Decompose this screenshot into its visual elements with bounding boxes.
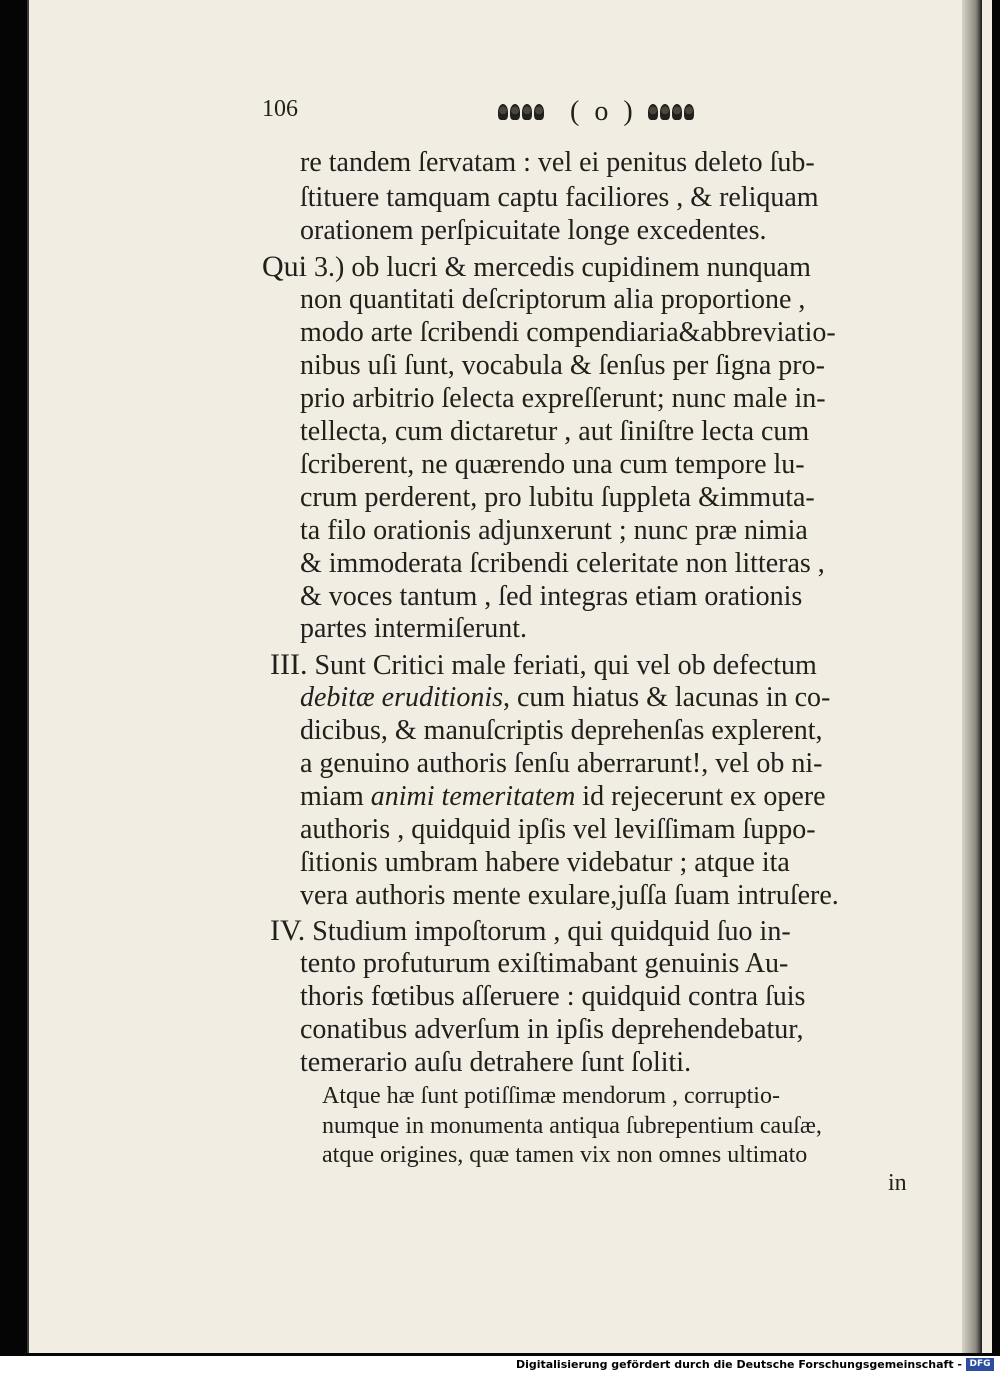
catchword: in bbox=[888, 1170, 907, 1196]
text-line: atque origines, quæ tamen vix non omnes ultimato bbox=[322, 1142, 808, 1168]
text-line: & voces tantum , ſed integras etiam orationis bbox=[300, 581, 803, 612]
text-line: modo arte ſcribendi compendiaria&abbreviatio- bbox=[300, 317, 836, 348]
italic-phrase: animi temeritatem bbox=[370, 781, 576, 812]
text-line: tento profuturum exiſtimabant genuinis Au- bbox=[300, 948, 789, 979]
text-line-mixed bbox=[300, 682, 830, 714]
text-line: ta filo orationis adjunxerunt ; nunc præ nimia bbox=[300, 515, 808, 546]
text-line: a genuino authoris ſenſu aberrarunt!, vel ob ni- bbox=[300, 748, 823, 779]
text-line: orationem perſpicuitate longe excedentes. bbox=[300, 215, 767, 246]
text-line: Sunt Critici male feriati, qui vel ob defectum bbox=[314, 650, 817, 681]
paragraph-qui bbox=[262, 250, 811, 284]
ornament-left-icon bbox=[498, 104, 556, 124]
text-line: 3.) ob lucri & mercedis cupidinem nunquam bbox=[314, 252, 811, 283]
text-line: Atque hæ ſunt potiſſimæ mendorum , corruptio- bbox=[322, 1083, 780, 1109]
dfg-logo-icon[interactable]: DFG bbox=[966, 1358, 994, 1371]
text-line: ſcriberent, ne quærendo una cum tempore lu- bbox=[300, 449, 805, 480]
paragraph-marker: Qui bbox=[262, 250, 307, 283]
text-line: crum perderent, pro lubitu ſuppleta &immuta- bbox=[300, 482, 815, 513]
italic-phrase: debitæ eruditionis bbox=[300, 682, 503, 713]
text-line: non quantitati deſcriptorum alia proportione , bbox=[300, 284, 806, 315]
text-line: vera authoris mente exulare,juſſa ſuam intruſere. bbox=[300, 880, 839, 911]
text-line: Studium impoſtorum , qui quidquid ſuo in- bbox=[312, 916, 791, 947]
ornament-right-icon bbox=[648, 104, 706, 124]
text-fragment: miam bbox=[300, 781, 364, 812]
funding-note: Digitalisierung gefördert durch die Deutsche Forschungsgemeinschaft - bbox=[515, 1358, 962, 1371]
paragraph-iv bbox=[270, 914, 791, 948]
text-line: ſtituere tamquam captu faciliores , & reliquam bbox=[300, 182, 819, 213]
text-line: & immoderata ſcribendi celeritate non litteras , bbox=[300, 548, 825, 579]
text-line: authoris , quidquid ipſis vel leviſſimam ſuppo- bbox=[300, 814, 816, 845]
running-headline bbox=[498, 96, 708, 132]
page-number: 106 bbox=[262, 96, 298, 122]
text-line: re tandem ſervatam : vel ei penitus deleto ſub- bbox=[300, 147, 815, 178]
footer-bar bbox=[0, 1356, 1000, 1375]
text-line-mixed bbox=[300, 781, 826, 813]
text-line: , cum hiatus & lacunas in co- bbox=[503, 682, 831, 713]
paragraph-marker: III. bbox=[270, 648, 308, 681]
text-line: temerario auſu detrahere ſunt ſoliti. bbox=[300, 1047, 692, 1078]
text-line: ſitionis umbram habere videbatur ; atque ita bbox=[300, 847, 790, 878]
text-line: id rejecerunt ex opere bbox=[582, 781, 826, 812]
text-line: tellecta, cum dictaretur , aut ſiniſtre lecta cum bbox=[300, 416, 810, 447]
text-line: dicibus, & manuſcriptis deprehenſas explerent, bbox=[300, 715, 823, 746]
text-line: thoris fœtibus aſſeruere : quidquid contra ſuis bbox=[300, 981, 806, 1012]
text-line: conatibus adverſum in ipſis deprehendebatur, bbox=[300, 1014, 804, 1045]
text-line: partes intermiſerunt. bbox=[300, 613, 528, 644]
page-edge bbox=[962, 0, 982, 1353]
headline-text: ( o ) bbox=[570, 96, 637, 127]
paragraph-iii bbox=[270, 648, 817, 682]
paragraph-marker: IV. bbox=[270, 914, 306, 947]
text-line: prio arbitrio ſelecta expreſſerunt; nunc male in- bbox=[300, 383, 826, 414]
text-line: nibus uſi ſunt, vocabula & ſenſus per ſigna pro- bbox=[300, 350, 825, 381]
text-line: numque in monumenta antiqua ſubrepentium cauſæ, bbox=[322, 1113, 822, 1139]
